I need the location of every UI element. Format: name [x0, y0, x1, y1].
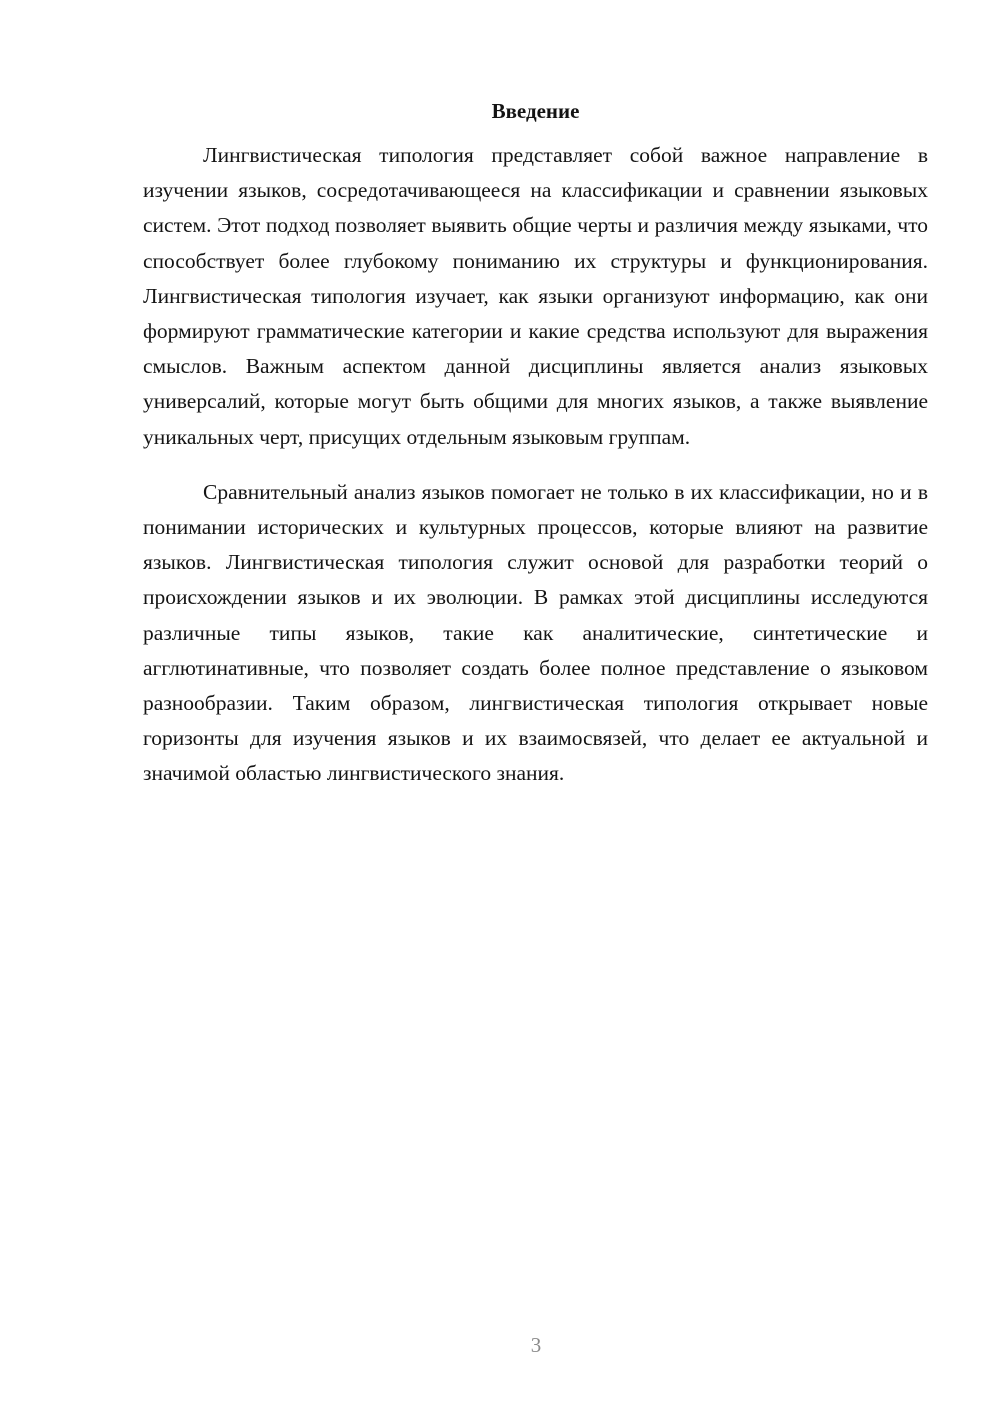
paragraph-2: Сравнительный анализ языков помогает не только в их классификации, но и в понимании исторических и культурных процессов, которые влияют на развитие языков. Лингвистическая типология служит основой для разработки теорий о происхождении языков и их эволюции. В рамках этой дисциплины исследуются различные типы языков, такие как аналитические, синтетические и агглютинативные, что позволяет создать более полное представление о языковом разнообразии. Таким образом, лингвистическая типология открывает новые горизонты для изучения языков и их взаимосвязей, что делает ее актуальной и значимой областью лингвистического знания.: [143, 479, 928, 786]
page-number: 3: [530, 1333, 542, 1357]
section-title: Введение: [491, 99, 580, 123]
paragraph-1: Лингвистическая типология представляет собой важное направление в изучении языков, сосредотачивающееся на классификации и сравнении языковых систем. Этот подход позволяет выявить общие черты и различия между языками, что способствует более глубокому пониманию их структуры и функционирования. Лингвистическая типология изучает, как языки организуют информацию, как они формируют грамматические категории и какие средства используют для выражения смыслов. Важным аспектом данной дисциплины является анализ языковых универсалий, которые могут быть общими для многих языков, а также выявление уникальных черт, присущих отдельным языковым группам.: [143, 143, 928, 449]
page-content: [143, 96, 928, 792]
